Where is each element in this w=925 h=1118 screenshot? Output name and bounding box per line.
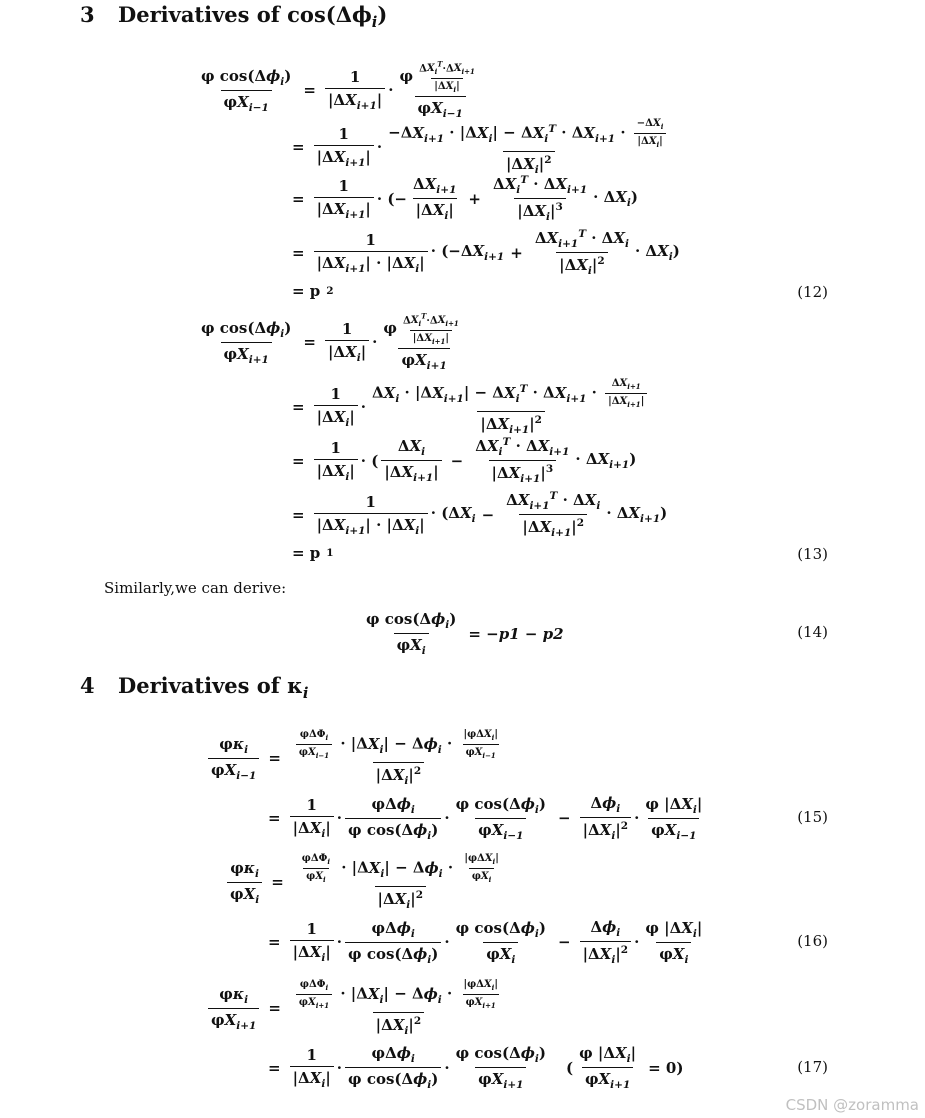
equation-number-17: (17) — [797, 1058, 828, 1076]
section-3-title: Derivatives of $\cos(\Delta\phi_i)$ — [118, 2, 388, 32]
section-3-heading — [80, 2, 387, 31]
eq14: $\frac{\varphi \cos(\Delta\phi_i)}{\varphi X_i}$ = −p1 − p2 — [366, 610, 564, 657]
equation-number-12: (12) — [797, 283, 828, 301]
eq16-line2: = $\frac{1}{|\Delta X_i|}$ · $\frac{\varphi\Delta\phi_i}{\varphi \cos(\Delta\phi_i)}$ · $\frac{\varphi \cos(\Delta\phi_i)}{\varphi X_i}$ − $\frac{\Delta\phi_i}{|\Delta X_i|^2}$ · $\frac{\varphi |\Delta X_i|}{\varphi X_i}$ — [268, 918, 703, 966]
eq17-line1: $\frac{\varphi\kappa_i}{\varphi X_{i+1}}$ = $\frac{\varphi\Delta\Phi_i}{\varphi X_{i+1}}$ · $|\Delta X_i| - \Delta\phi_i$ · $\frac{|\varphi\Delta X_i|}{\varphi X_{i+1}}$ $|\Delta X_i|^2$ — [205, 979, 510, 1037]
eq13-line3: = $\frac{1}{|\Delta X_i|}$ · ( $\frac{\Delta X_i}{|\Delta X_{i+1}|}$ − $\frac{\Delta X_i^T \cdot \Delta X_{i+1}}{|\Delta X_{i+1}|^3}$ · $\Delta X_{i+1}$) — [292, 436, 637, 485]
equation-number-13: (13) — [797, 545, 828, 563]
eq12-result: = p 2 — [292, 282, 334, 300]
eq12-line4: = $\frac{1}{|\Delta X_{i+1}| \cdot |\Delta X_i|}$ · ($-\Delta X_{i+1}$ + $\frac{\Delta X_{i+1}^T \cdot \Delta X_i}{|\Delta X_i|^2}$ · $\Delta X_i$) — [292, 228, 680, 277]
section-4-title: Derivatives of $\kappa_i$ — [118, 673, 309, 703]
eq12-lhs: $\frac{\varphi \cos(\Delta\phi_i)}{\varphi X_{i-1}}$ — [201, 66, 292, 114]
eq12-line1: $\frac{\varphi \cos(\Delta\phi_i)}{\varphi X_{i-1}}$ = $\frac{1}{|\Delta X_{i+1}|}$ · φ $\frac{\Delta X_i^T\cdot\Delta X_{i+1}}{|\Delta X_i|}$ $\varphi X_{i-1}$ — [195, 60, 487, 120]
equation-number-16: (16) — [797, 932, 828, 950]
eq13-line4: = $\frac{1}{|\Delta X_{i+1}| \cdot |\Delta X_i|}$ · ($\Delta X_i$ − $\frac{\Delta X_{i+1}^T \cdot \Delta X_i}{|\Delta X_{i+1}|^2}$ · $\Delta X_{i+1}$) — [292, 490, 668, 539]
watermark: CSDN @zoramma — [785, 1096, 919, 1114]
eq12-line2: = $\frac{1}{|\Delta X_{i+1}|}$ · $-\Delta X_{i+1} \cdot |\Delta X_i| - \Delta X_i^T \cdot \Delta X_{i+1}$ · $\frac{-\Delta X_i}{|\Delta X_i|}$ $|\Delta X_i|^2$ — [286, 118, 675, 176]
eq13-result: = p 1 — [292, 544, 334, 562]
eq13-line2: = $\frac{1}{|\Delta X_i|}$ · $\Delta X_i \cdot |\Delta X_{i+1}| - \Delta X_i^T \cdot \Delta X_{i+1}$ · $\frac{\Delta X_{i+1}}{|\Delta X_{i+1}|}$ $|\Delta X_{i+1}|^2$ — [286, 378, 656, 436]
eq15-line2: = $\frac{1}{|\Delta X_i|}$ · $\frac{\varphi\Delta\phi_i}{\varphi \cos(\Delta\phi_i)}$ · $\frac{\varphi \cos(\Delta\phi_i)}{\varphi X_{i-1}}$ − $\frac{\Delta\phi_i}{|\Delta X_i|^2}$ · $\frac{\varphi |\Delta X_i|}{\varphi X_{i-1}}$ — [268, 794, 703, 842]
eq12-line3: = $\frac{1}{|\Delta X_{i+1}|}$ · (− $\frac{\Delta X_{i+1}}{|\Delta X_i|}$ + $\frac{\Delta X_i^T \cdot \Delta X_{i+1}}{|\Delta X_i|^3}$ · $\Delta X_i$) — [292, 174, 638, 223]
equation-number-15: (15) — [797, 808, 828, 826]
eq17-line2: = $\frac{1}{|\Delta X_i|}$ · $\frac{\varphi\Delta\phi_i}{\varphi \cos(\Delta\phi_i)}$ · $\frac{\varphi \cos(\Delta\phi_i)}{\varphi X_{i+1}}$ ( $\frac{\varphi |\Delta X_i|}{\varphi X_{i+1}}$ = 0) — [268, 1044, 684, 1091]
equation-number-14: (14) — [797, 623, 828, 641]
section-3-number: 3 — [80, 2, 95, 27]
section-4-number: 4 — [80, 673, 95, 698]
eq13-line1: $\frac{\varphi \cos(\Delta\phi_i)}{\varphi X_{i+1}}$ = $\frac{1}{|\Delta X_i|}$ · φ $\frac{\Delta X_i^T\cdot\Delta X_{i+1}}{|\Delta X_{i+1}|}$ $\varphi X_{i+1}$ — [201, 312, 459, 373]
eq16-line1: $\frac{\varphi\kappa_i}{\varphi X_i}$ = $\frac{\varphi\Delta\Phi_i}{\varphi X_i}$ · $|\Delta X_i| - \Delta\phi_i$ · $\frac{|\varphi\Delta X_i|}{\varphi X_i}$ $|\Delta X_i|^2$ — [224, 853, 511, 911]
similarly-text: Similarly,we can derive: — [104, 579, 287, 597]
eq15-line1: $\frac{\varphi\kappa_i}{\varphi X_{i-1}}$ = $\frac{\varphi\Delta\Phi_i}{\varphi X_{i-1}}$ · $|\Delta X_i| - \Delta\phi_i$ · $\frac{|\varphi\Delta X_i|}{\varphi X_{i-1}}$ $|\Delta X_i|^2$ — [205, 729, 510, 787]
section-4-heading — [80, 673, 308, 702]
